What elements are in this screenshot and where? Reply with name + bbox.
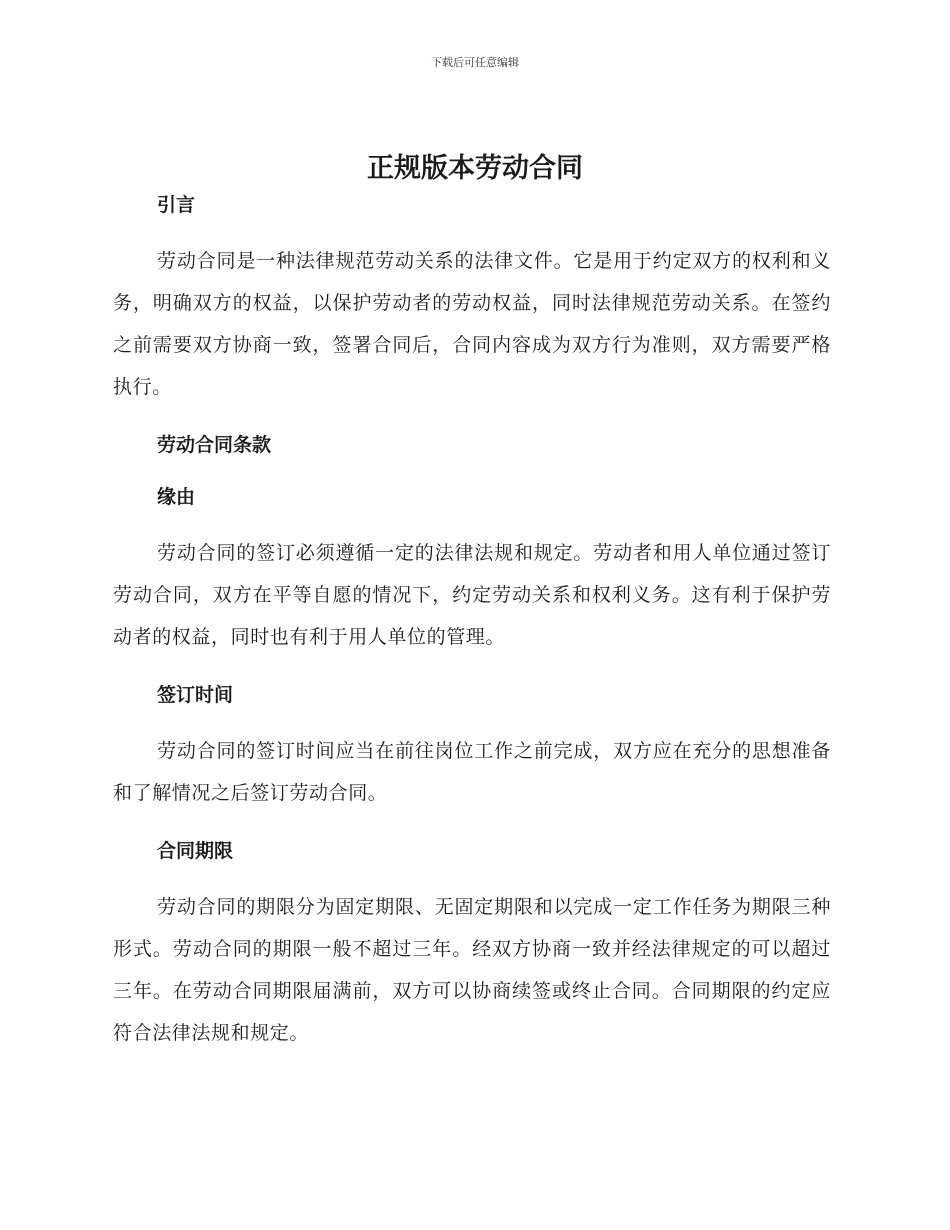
- section-contract-term: [113, 836, 831, 1054]
- section-clauses: [113, 430, 831, 482]
- document-title: 正规版本劳动合同: [367, 153, 583, 184]
- header-note: 下载后可任意编辑: [431, 56, 519, 69]
- section-heading: 签订时间: [157, 684, 234, 706]
- section-heading: 缘由: [157, 486, 196, 508]
- document-body: [113, 190, 831, 1054]
- section-paragraph: 劳动合同的签订时间应当在前往岗位工作之前完成，双方应在充分的思想准备和了解情况之后签订劳动合同。: [113, 740, 831, 804]
- section-paragraph: 劳动合同是一种法律规范劳动关系的法律文件。它是用于约定双方的权利和义务，明确双方的权益，以保护劳动者的劳动权益，同时法律规范劳动关系。在签约之前需要双方协商一致，签署合同后，合同内容成为双方行为准则，双方需要严格执行。: [113, 250, 831, 398]
- section-heading: 引言: [157, 194, 196, 216]
- section-paragraph: 劳动合同的期限分为固定期限、无固定期限和以完成一定工作任务为期限三种形式。劳动合同的期限一般不超过三年。经双方协商一致并经法律规定的可以超过三年。在劳动合同期限届满前，双方可以协商续签或终止合同。合同期限的约定应符合法律法规和规定。: [113, 896, 831, 1044]
- section-heading: 合同期限: [157, 840, 234, 862]
- section-paragraph: 劳动合同的签订必须遵循一定的法律法规和规定。劳动者和用人单位通过签订劳动合同，双方在平等自愿的情况下，约定劳动关系和权利义务。这有利于保护劳动者的权益，同时也有利于用人单位的管理。: [113, 542, 831, 648]
- section-signing-time: [113, 680, 831, 836]
- section-intro: [113, 190, 831, 430]
- section-reason: [113, 482, 831, 680]
- section-heading: 劳动合同条款: [157, 434, 272, 456]
